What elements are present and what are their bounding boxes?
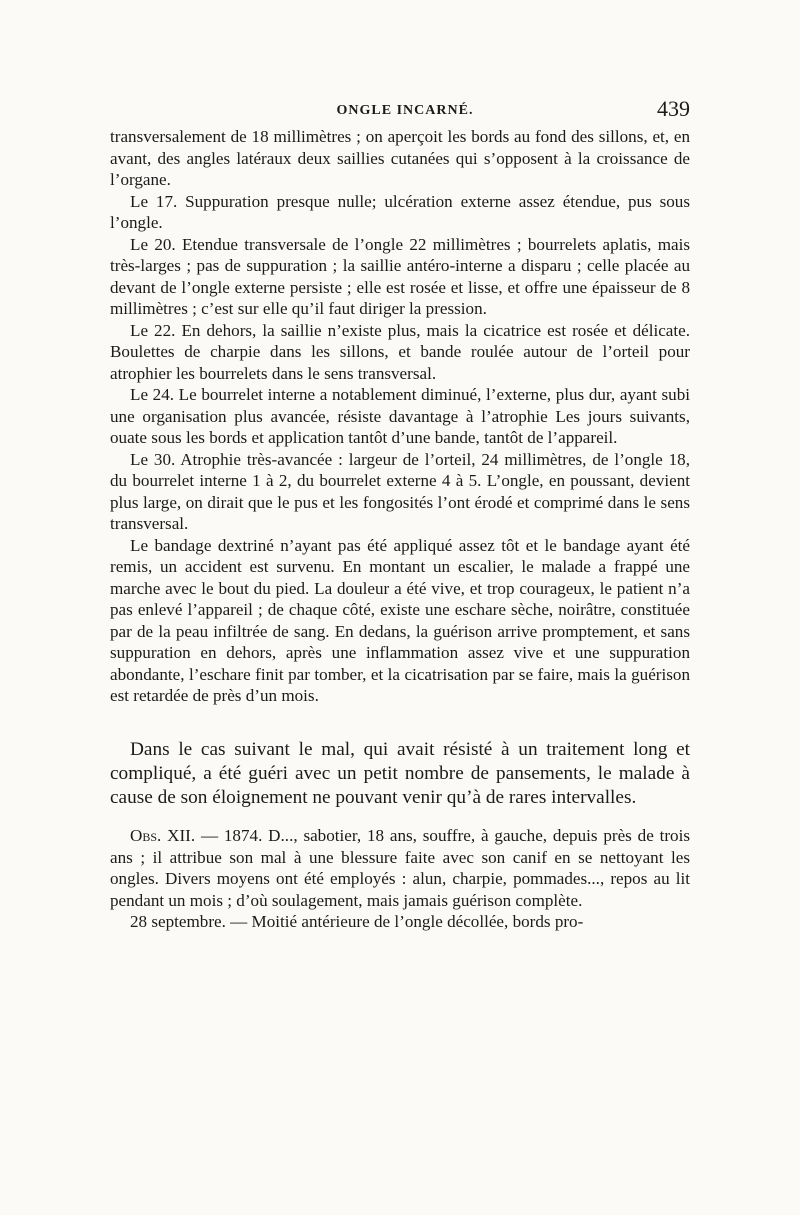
observation-paragraph: [110, 825, 690, 911]
paragraph-day-17: Le 17. Suppuration presque nulle; ulcération externe assez étendue, pus sous l’ongle.: [110, 191, 690, 232]
observation-text: — 1874. D..., sabotier, 18 ans, souffre, à gauche, depuis près de trois ans ; il attribue son mal à une blessure faite avec son canif en se nettoyant les ongles. Divers moyens ont été employés : alun, charpie, pommades..., repos au lit pendant un mois ; d’où soulagement, mais jamais guérison complète.: [110, 826, 691, 910]
paragraph-day-20: Le 20. Etendue transversale de l’ongle 22 millimètres ; bourrelets aplatis, mais très-larges ; pas de suppuration ; la saillie antéro-interne a disparu ; celle placée au devant de l’ongle externe persiste ; elle est rosée et lisse, et offre une épaisseur de 8 millimètres ; c’est sur elle qu’il faut diriger la pression.: [110, 234, 690, 318]
lead-paragraph: Dans le cas suivant le mal, qui avait résisté à un traitement long et compliqué, a été guéri avec un petit nombre de pansements, le malade à cause de son éloignement ne pouvant venir qu’à de rares intervalles.: [110, 738, 690, 809]
paragraph-september-28: 28 septembre. — Moitié antérieure de l’ongle décollée, bords pro-: [130, 912, 584, 932]
paragraph-day-24: Le 24. Le bourrelet interne a notablement diminué, l’externe, plus dur, ayant subi une organisation plus avancée, résiste davantage à l’atrophie Les jours suivants, ouate sous les bords et application tantôt d’une bande, tantôt de l’appareil.: [110, 385, 690, 447]
paragraph-day-30: Le 30. Atrophie très-avancée : largeur de l’orteil, 24 millimètres, de l’ongle 18, du bourrelet interne 1 à 2, du bourrelet externe 4 à 5. L’ongle, en poussant, devient plus large, on dirait que le pus et les fongosités l’ont érodé et comprimé dans le sens transversal.: [110, 449, 690, 533]
paragraph-day-22: Le 22. En dehors, la saillie n’existe plus, mais la cicatrice est rosée et délicate. Boulettes de charpie dans les sillons, et bande roulée autour de l’orteil pour atrophier les bourrelets dans le sens transversal.: [110, 320, 690, 383]
observation-label: Obs. XII.: [130, 826, 196, 846]
body-text: [110, 126, 690, 933]
paragraph-continuation: transversalement de 18 millimètres ; on aperçoit les bords au fond des sillons, et, en avant, des angles latéraux deux saillies cutanées qui s’opposent à la croissance de l’organe.: [110, 127, 690, 189]
paragraph-accident: Le bandage dextriné n’ayant pas été appliqué assez tôt et le bandage ayant été remis, un accident est survenu. En montant un escalier, le malade a frappé une marche avec le bout du pied. La douleur a été vive, et trop courageux, le patient n’a pas enlevé l’appareil ; de chaque côté, existe une eschare sèche, noirâtre, constituée par de la peau infiltrée de sang. En dedans, la guérison arrive promptement, et sans suppuration en dehors, après une inflammation assez vive et une suppuration abondante, l’eschare finit par tomber, et la cicatrisation par se faire, mais la guérison est retardée de près d’un mois.: [110, 535, 690, 705]
page-number: 439: [657, 96, 690, 121]
running-title: ONGLE INCARNÉ.: [336, 103, 474, 118]
